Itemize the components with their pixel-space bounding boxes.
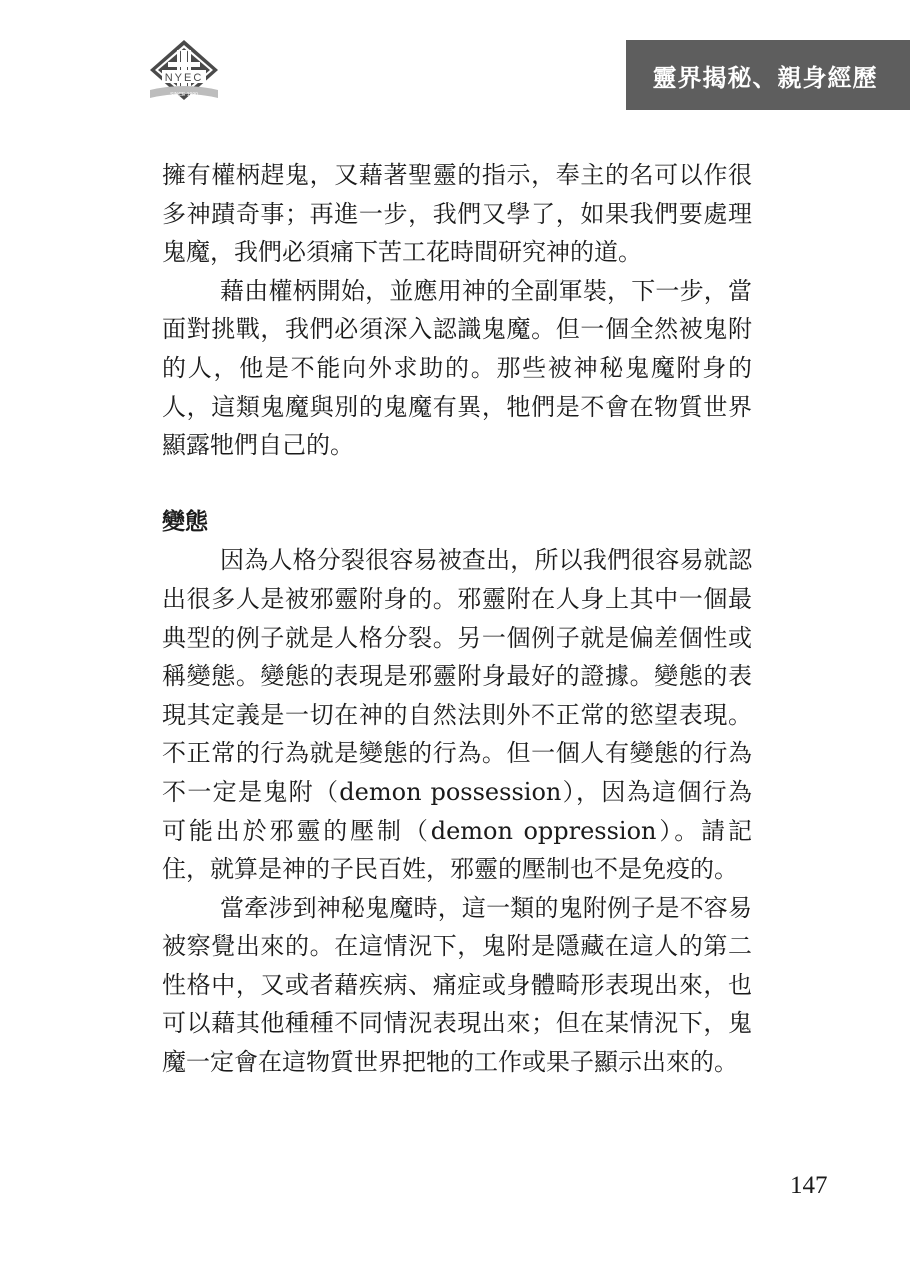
publisher-logo	[146, 38, 222, 106]
page-number: 147	[790, 1172, 828, 1199]
paragraph-2: 藉由權柄開始，並應用神的全副軍裝，下一步，當面對挑戰，我們必須深入認識鬼魔。但一個全然被鬼附的人，他是不能向外求助的。那些被神秘鬼魔附身的人，這類鬼魔與別的鬼魔有異，牠們是不會在物質世界顯露牠們自己的。	[162, 276, 752, 460]
cross-emblem-icon	[146, 38, 222, 106]
paragraph-1: 擁有權柄趕鬼，又藉著聖靈的指示，奉主的名可以作很多神蹟奇事；再進一步，我們又學了，如果我們要處理鬼魔，我們必須痛下苦工花時間研究神的道。	[162, 161, 752, 267]
chapter-banner	[626, 40, 910, 110]
paragraph-3: 因為人格分裂很容易被查出，所以我們很容易就認出很多人是被邪靈附身的。邪靈附在人身上其中一個最典型的例子就是人格分裂。另一個例子就是偏差個性或稱變態。變態的表現是邪靈附身最好的證據。變態的表現其定義是一切在神的自然法則外不正常的慾望表現。不正常的行為就是變態的行為。但一個人有變態的行為不一定是鬼附（demon possession），因為這個行為可能出於邪靈的壓制（demon oppression）。請記住，就算是神的子民百姓，邪靈的壓制也不是免疫的。	[162, 546, 752, 884]
page-content	[162, 156, 752, 1082]
section-spacer	[162, 465, 752, 503]
logo-tagline: SINCE 1990	[170, 92, 198, 98]
chapter-title: 靈界揭秘、親身經歷	[652, 63, 878, 92]
section-heading: 變態	[162, 508, 208, 535]
paragraph-4: 當牽涉到神秘鬼魔時，這一類的鬼附例子是不容易被察覺出來的。在這情況下，鬼附是隱藏在這人的第二性格中，又或者藉疾病、痛症或身體畸形表現出來，也可以藉其他種種不同情況表現出來；但在某情況下，鬼魔一定會在這物質世界把牠的工作或果子顯示出來的。	[162, 893, 752, 1077]
logo-name: NYEC	[164, 72, 204, 84]
